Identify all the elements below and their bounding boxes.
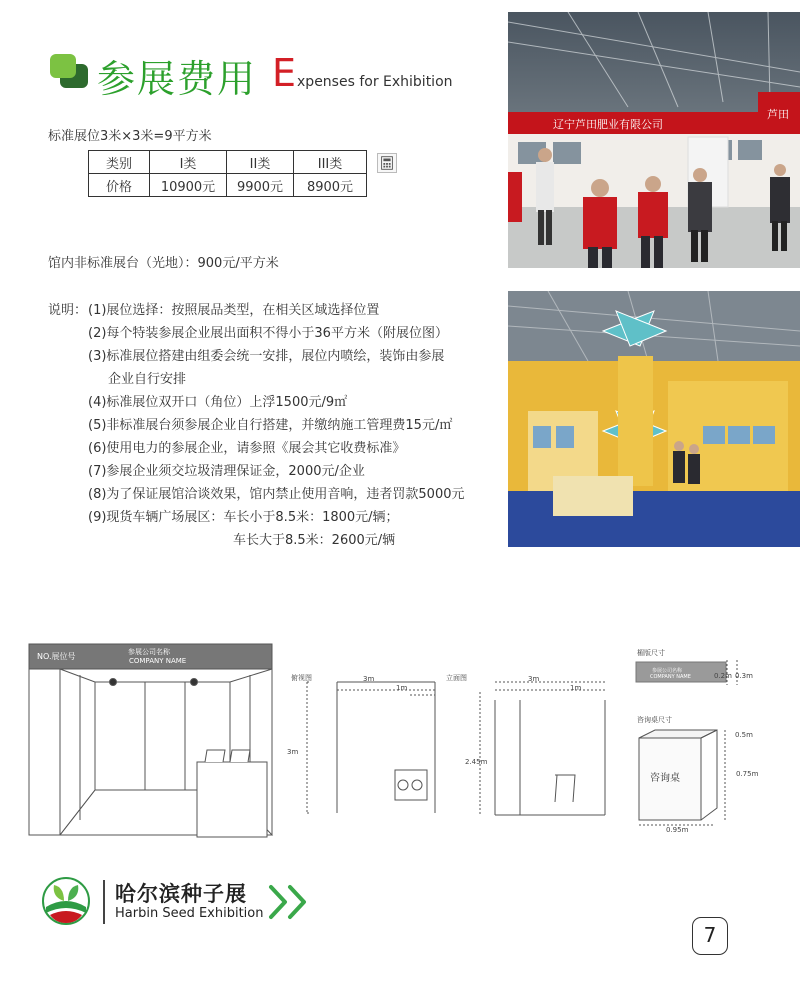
booth-number-label: NO.展位号 — [37, 652, 76, 661]
list-item: (5)非标准展台须参展企业自行搭建，并缴纳施工管理费15元/㎡ — [88, 418, 453, 433]
dim-label: 3m — [528, 675, 540, 683]
exhibition-photo-yellow-booth — [508, 291, 800, 547]
dim-label: 1m — [570, 684, 582, 692]
dim-label: 0.95m — [666, 826, 689, 834]
stacked-squares-icon — [50, 54, 90, 90]
title-initial: E — [272, 51, 297, 95]
lintel-company-cn: 参展公司名称 — [652, 668, 683, 674]
company-name-cn: 参展公司名称 — [128, 648, 170, 656]
double-chevron-icon — [268, 884, 312, 920]
desk-size-label: 咨询桌尺寸 — [637, 716, 672, 724]
list-item: (8)为了保证展馆洽谈效果，馆内禁止使用音响，违者罚款5000元 — [88, 487, 465, 502]
title-rest: xpenses for Exhibition — [297, 74, 453, 90]
table-row — [89, 174, 367, 197]
list-item: (2)每个特装参展企业展出面积不得小于36平方米（附展位图） — [88, 326, 448, 341]
dim-label: 3m — [287, 748, 299, 756]
list-item: 企业自行安排 — [108, 372, 187, 387]
lintel-size-label: 楣版尺寸 — [637, 649, 665, 657]
exhibition-photo-red-booth — [508, 12, 800, 268]
table-cell: I类 — [150, 151, 227, 174]
section-title-cn: 参展费用 — [97, 57, 258, 101]
notes-list — [48, 300, 498, 553]
price-table — [88, 150, 367, 197]
dim-label: 1m — [396, 684, 408, 692]
list-item: (9)现货车辆广场展区：车长小于8.5米：1800元/辆； — [88, 510, 399, 525]
list-item: 车长大于8.5米：2600元/辆 — [233, 533, 396, 548]
list-item: (3)标准展位搭建由组委会统一安排，展位内喷绘，装饰由参展 — [88, 349, 445, 364]
lintel-company-en: COMPANY NAME — [650, 674, 691, 680]
list-item: (7)参展企业须交垃圾清理保证金，2000元/企业 — [88, 464, 365, 479]
exhibition-name-cn: 哈尔滨种子展 — [115, 882, 247, 906]
exhibition-name-en: Harbin Seed Exhibition — [115, 906, 264, 921]
company-name-en: COMPANY NAME — [129, 657, 187, 665]
standard-booth-size: 标准展位3米×3米=9平方米 — [48, 129, 212, 144]
calculator-icon — [377, 153, 397, 173]
top-view-label: 俯视图 — [291, 674, 312, 682]
table-cell: 类别 — [89, 151, 150, 174]
table-cell: 价格 — [89, 174, 150, 197]
dim-label: 0.5m — [735, 731, 753, 739]
table-cell: 9900元 — [227, 174, 294, 197]
list-item: (6)使用电力的参展企业，请参照《展会其它收费标准》 — [88, 441, 406, 456]
seed-logo-icon — [42, 877, 90, 925]
section-title-en — [272, 51, 453, 95]
photo-sign-main: 辽宁芦田肥业有限公司 — [553, 118, 663, 131]
dim-label: 0.75m — [736, 770, 759, 778]
logo-divider — [103, 880, 105, 924]
table-cell: 10900元 — [150, 174, 227, 197]
photo-sign-side: 芦田 — [767, 108, 789, 121]
dim-label: 0.2m — [714, 672, 732, 680]
note-text: (1)展位选择：按照展品类型，在相关区域选择位置 — [88, 303, 380, 318]
table-header-row — [89, 151, 367, 174]
dim-label: 3m — [363, 675, 375, 683]
table-cell: II类 — [227, 151, 294, 174]
desk-label: 咨询桌 — [650, 773, 680, 784]
list-item: (4)标准展位双开口（角位）上浮1500元/9㎡ — [88, 395, 348, 410]
table-cell: 8900元 — [294, 174, 367, 197]
table-cell: III类 — [294, 151, 367, 174]
non-standard-booth-price: 馆内非标准展台（光地）：900元/平方米 — [48, 256, 279, 271]
notes-prefix: 说明： — [48, 303, 88, 318]
dim-label: 0.3m — [735, 672, 753, 680]
page-number: 7 — [692, 917, 728, 955]
dim-label: 2.45m — [465, 758, 488, 766]
front-view-label: 立面图 — [446, 674, 467, 682]
list-item — [48, 300, 498, 323]
